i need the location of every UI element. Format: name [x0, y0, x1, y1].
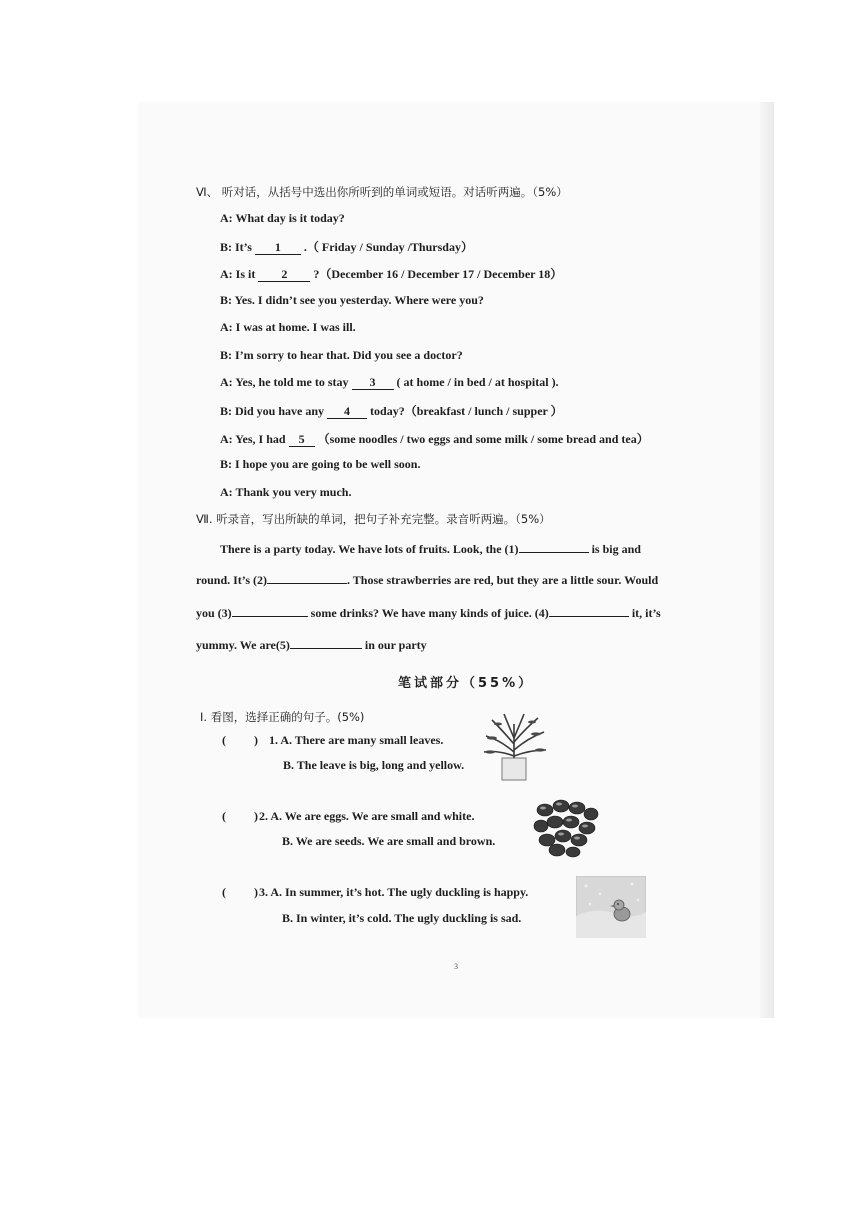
- written-part-title: 笔试部分（55%）: [398, 676, 535, 691]
- passage-blank: [519, 552, 589, 553]
- dialogue-line-2: B: It’s 1 .（ Friday / Sunday /Thursday）: [220, 240, 473, 254]
- plant-picture: [480, 712, 550, 782]
- dialogue-line-8: B: Did you have any 4 today?（breakfast / lunch / supper ）: [220, 404, 563, 418]
- answer-blank: 2: [258, 268, 310, 282]
- item1-option-a: 1. A. There are many small leaves.: [269, 733, 444, 747]
- dialogue-line-3: A: Is it 2 ?（December 16 / December 17 / December 18）: [220, 267, 563, 281]
- passage-line-2: round. It’s (2) . Those strawberries are red, but they are a little sour. Would: [196, 573, 659, 587]
- dialogue-line-9: A: Yes, I had 5 （some noodles / two eggs and some milk / some bread and tea）: [220, 432, 649, 446]
- item2-option-a: 2. A. We are eggs. We are small and white.: [259, 809, 475, 823]
- dialogue-line-7: A: Yes, he told me to stay 3 ( at home / in bed / at hospital ).: [220, 375, 559, 389]
- item2-option-b: B. We are seeds. We are small and brown.: [282, 834, 496, 848]
- answer-paren-2: ( ): [222, 809, 258, 823]
- passage-blank: [267, 583, 347, 584]
- answer-paren-1: ( ): [222, 733, 258, 747]
- section1-heading: Ⅰ. 看图，选择正确的句子。(5%): [200, 710, 365, 724]
- dialogue-line-4: B: Yes. I didn’t see you yesterday. Where were you?: [220, 293, 484, 307]
- answer-blank: 3: [352, 376, 394, 390]
- passage-line-3: you (3) some drinks? We have many kinds of juice. (4) it, it’s: [196, 606, 661, 620]
- page-number: 3: [454, 962, 458, 971]
- passage-line-4: yummy. We are(5) in our party: [196, 638, 427, 652]
- passage-blank: [549, 616, 629, 617]
- dialogue-line-11: A: Thank you very much.: [220, 485, 352, 499]
- item3-option-b: B. In winter, it’s cold. The ugly duckling is sad.: [282, 911, 522, 925]
- section7-heading: Ⅶ. 听录音，写出所缺的单词，把句子补充完整。录音听两遍。（5%）: [196, 512, 551, 526]
- dialogue-line-5: A: I was at home. I was ill.: [220, 320, 356, 334]
- answer-paren-3: ( ): [222, 885, 258, 899]
- dialogue-line-1: A: What day is it today?: [220, 211, 345, 225]
- item3-option-a: 3. A. In summer, it’s hot. The ugly duckling is happy.: [259, 885, 529, 899]
- answer-blank: 4: [327, 405, 367, 419]
- item1-option-b: B. The leave is big, long and yellow.: [283, 758, 465, 772]
- answer-blank: 1: [255, 241, 301, 255]
- passage-blank: [290, 648, 362, 649]
- dialogue-line-6: B: I’m sorry to hear that. Did you see a doctor?: [220, 348, 463, 362]
- seeds-picture: [533, 796, 601, 858]
- passage-line-1: There is a party today. We have lots of fruits. Look, the (1) is big and: [220, 542, 641, 556]
- passage-blank: [232, 616, 308, 617]
- section6-heading: Ⅵ、 听对话，从括号中选出你所听到的单词或短语。对话听两遍。（5%）: [196, 185, 568, 199]
- answer-blank: 5: [289, 433, 315, 447]
- dialogue-line-10: B: I hope you are going to be well soon.: [220, 457, 421, 471]
- duckling-picture: [576, 876, 646, 938]
